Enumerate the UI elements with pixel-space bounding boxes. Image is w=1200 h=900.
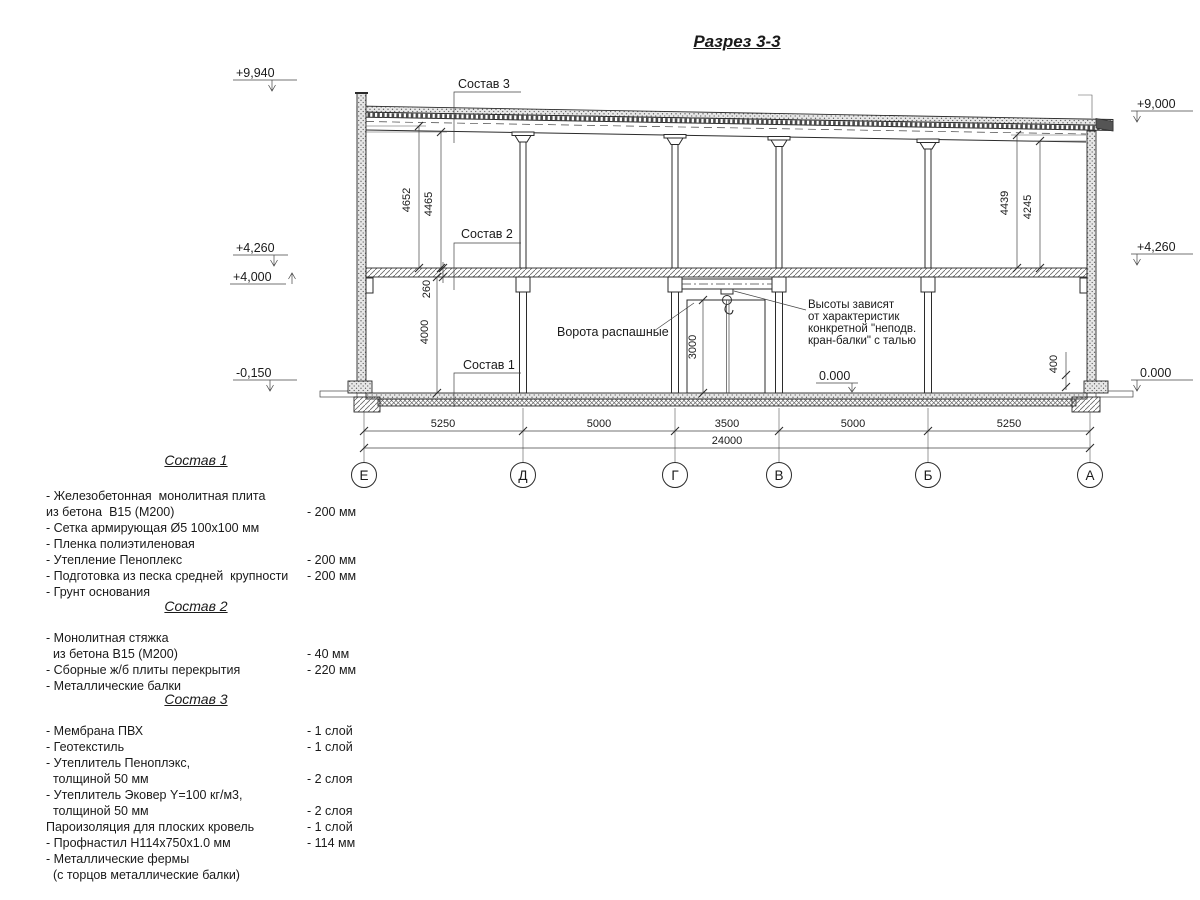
layer-row	[46, 536, 376, 552]
dim-4000: 4000	[419, 319, 431, 345]
layer-row	[46, 504, 376, 520]
composition-1-heading: Состав 1	[164, 452, 228, 468]
layer-row	[46, 488, 376, 504]
elev-right-bottom: 0.000	[1140, 366, 1172, 380]
right-wall	[1087, 131, 1096, 383]
axis-V: В	[774, 468, 784, 483]
layer-row	[46, 739, 376, 755]
wall-corbel-left	[366, 278, 373, 293]
layer-name: - Пленка полиэтиленовая	[46, 537, 195, 551]
axis-A: А	[1085, 468, 1095, 483]
axis-G: Г	[671, 468, 679, 483]
layer-row	[46, 803, 376, 819]
elev-left-mid-lower: +4,000	[233, 270, 272, 284]
crane-note-line4: кран-балки" с талью	[808, 335, 916, 347]
layer-row	[46, 787, 376, 803]
crane-note-line1: Высоты зависят	[808, 299, 895, 311]
elev-left-mid-upper: +4,260	[236, 241, 275, 255]
axis-B: Б	[923, 468, 933, 483]
roof-assembly	[357, 106, 1113, 142]
layer-name: - Профнастил Н114х750х1.0 мм	[46, 836, 231, 850]
dim-bay-5: 5250	[996, 418, 1022, 430]
layer-row	[46, 520, 376, 536]
layer-row	[46, 835, 376, 851]
upper-columns	[512, 132, 939, 268]
layer-value: - 200 мм	[307, 553, 357, 567]
wall-base-left	[348, 381, 372, 393]
dim-4439: 4439	[999, 190, 1011, 216]
layer-name: - Металлические фермы	[46, 852, 190, 866]
label-sostav1: Состав 1	[463, 358, 515, 372]
elev-inner-zero: 0.000	[819, 369, 851, 383]
dim-bay-2: 5000	[586, 418, 612, 430]
crane-note-line3: конкретной "неподв.	[808, 323, 917, 335]
layer-value: - 114 мм	[307, 836, 356, 850]
layer-value: - 1 слой	[307, 820, 353, 834]
label-gates: Ворота распашные	[557, 325, 669, 339]
layer-name: - Подготовка из песка средней крупности	[46, 569, 289, 583]
dim-bay-3: 3500	[714, 418, 740, 430]
layer-row	[46, 568, 376, 584]
dim-bay-4: 5000	[840, 418, 866, 430]
dim-4245: 4245	[1022, 194, 1034, 220]
elev-right-mid: +4,260	[1137, 240, 1176, 254]
layer-name: - Грунт основания	[46, 585, 151, 599]
label-sostav3: Состав 3	[458, 77, 510, 91]
layer-value: - 200 мм	[307, 505, 357, 519]
layer-name: толщиной 50 мм	[46, 804, 149, 818]
drawing-title: Разрез 3-3	[693, 32, 781, 51]
layer-row	[46, 662, 376, 678]
crane-note-line2: от характеристик	[808, 311, 900, 323]
dim-4652: 4652	[401, 187, 413, 213]
layer-row	[46, 723, 376, 739]
layer-name: - Геотекстиль	[46, 740, 125, 754]
dim-400: 400	[1048, 354, 1060, 374]
layer-name: - Железобетонная монолитная плита	[46, 489, 266, 503]
dim-total: 24000	[711, 435, 743, 447]
layer-name: - Сборные ж/б плиты перекрытия	[46, 663, 241, 677]
layer-name: - Утепление Пеноплекс	[46, 553, 183, 567]
wall-base-right	[1084, 381, 1108, 393]
composition-3-heading: Состав 3	[164, 691, 228, 707]
layer-name: из бетона В15 (М200)	[46, 647, 178, 661]
layer-name: Пароизоляция для плоских кровель	[46, 820, 255, 834]
footing-right	[1072, 397, 1100, 412]
dim-4465: 4465	[423, 191, 435, 217]
layer-value: - 220 мм	[307, 663, 357, 677]
layer-name: - Утеплитель Эковер Y=100 кг/м3,	[46, 788, 243, 802]
layer-value: - 1 слой	[307, 740, 353, 754]
layer-value: - 2 слоя	[307, 772, 353, 786]
crane-trolley	[721, 289, 733, 294]
layer-value: - 40 мм	[307, 647, 350, 661]
composition-2-block	[46, 598, 376, 694]
label-sostav2: Состав 2	[461, 227, 513, 241]
dim-3000: 3000	[687, 334, 699, 360]
layer-value: - 200 мм	[307, 569, 357, 583]
composition-3-block	[46, 691, 376, 883]
layer-name: толщиной 50 мм	[46, 772, 149, 786]
layer-row	[46, 851, 376, 867]
layer-row	[46, 867, 376, 883]
composition-2-heading: Состав 2	[164, 598, 228, 614]
layer-value: - 2 слоя	[307, 804, 353, 818]
left-wall	[357, 93, 366, 393]
layer-name: из бетона В15 (М200)	[46, 505, 175, 519]
layer-value: - 1 слой	[307, 724, 353, 738]
layer-row	[46, 819, 376, 835]
crane-beam	[682, 279, 772, 314]
layer-name: - Сетка армирующая Ø5 100х100 мм	[46, 521, 260, 535]
layer-name: - Монолитная стяжка	[46, 631, 169, 645]
composition-1-block	[46, 452, 376, 600]
bottom-dimensions	[360, 408, 1094, 462]
layer-name: (с торцов металлические балки)	[46, 868, 240, 882]
elev-right-top: +9,000	[1137, 97, 1176, 111]
layer-name: - Утеплитель Пеноплэкс,	[46, 756, 191, 770]
layer-row	[46, 771, 376, 787]
wall-corbel-right	[1080, 278, 1087, 293]
axis-bubbles	[352, 463, 1103, 488]
layer-name: - Металлические балки	[46, 679, 181, 693]
vertical-dimensions	[366, 122, 1086, 397]
layer-name: - Мембрана ПВХ	[46, 724, 144, 738]
layer-row	[46, 630, 376, 646]
axis-E: Е	[359, 468, 369, 483]
dim-260: 260	[421, 279, 433, 299]
dim-bay-1: 5250	[430, 418, 456, 430]
elev-left-bottom: -0,150	[236, 366, 272, 380]
footing-left	[354, 397, 380, 412]
elev-left-top: +9,940	[236, 66, 275, 80]
axis-D: Д	[518, 468, 528, 483]
layer-row	[46, 552, 376, 568]
layer-row	[46, 755, 376, 771]
layer-row	[46, 646, 376, 662]
